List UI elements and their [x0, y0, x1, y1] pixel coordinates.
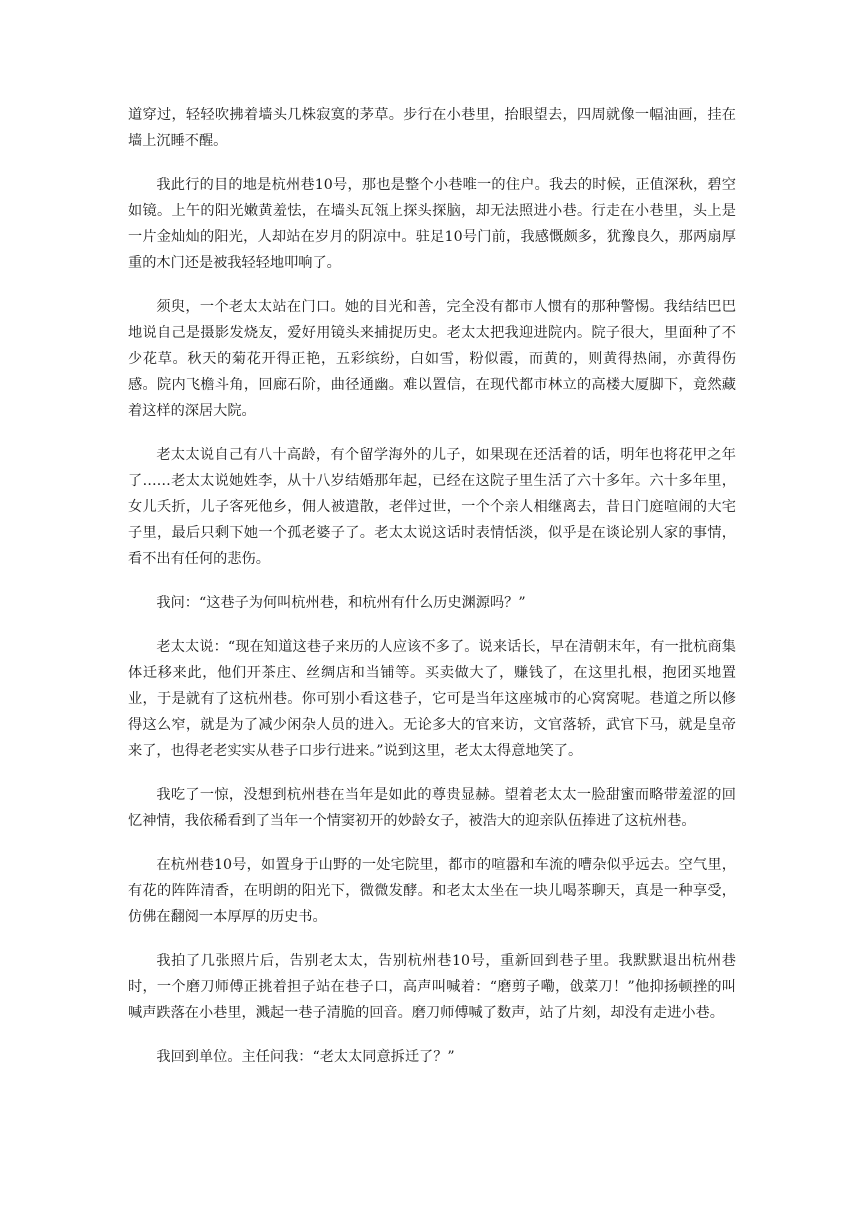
- paragraph-old-lady-history: 老太太说自己有八十高龄，有个留学海外的儿子，如果现在还活着的话，明年也将花甲之年了……老太太说她姓李，从十八岁结婚那年起，已经在这院子里生活了六十多年。六十多年里，女儿夭折，儿子客死他乡，佣人被遣散，老伴过世，一个个亲人相继离去，昔日门庭喧闹的大宅子里，最后只剩下她一个孤老婆子了。老太太说这话时表情恬淡，似乎是在谈论别人家的事情，看不出有任何的悲伤。: [128, 447, 736, 567]
- paragraph-continued: 道穿过，轻轻吹拂着墙头几株寂寞的茅草。步行在小巷里，抬眼望去，四周就像一幅油画，挂在墙上沉睡不醒。: [128, 107, 736, 149]
- paragraph-courtyard: 在杭州巷10号，如置身于山野的一处宅院里，都市的喧嚣和车流的嘈杂似乎远去。空气里，有花的阵阵清香，在明朗的阳光下，微微发酵。和老太太坐在一块儿喝茶聊天，真是一种享受，仿佛在翻阅一本厚厚的历史书。: [128, 857, 736, 925]
- paragraph-ending: 我回到单位。主任问我：“老太太同意拆迁了？”: [156, 1049, 455, 1065]
- article-body: [128, 102, 736, 1088]
- paragraph-destination: 我此行的目的地是杭州巷10号，那也是整个小巷唯一的住户。我去的时候，正值深秋，碧空如镜。上午的阳光嫩黄羞怯，在墙头瓦瓴上探头探脑，却无法照进小巷。行走在小巷里，头上是一片金灿灿的阳光，人却站在岁月的阴凉中。驻足10号门前，我感慨颇多，犹豫良久，那两扇厚重的木门还是被我轻轻地叩响了。: [128, 177, 736, 271]
- paragraph-farewell: 我拍了几张照片后，告别老太太，告别杭州巷10号，重新回到巷子里。我默默退出杭州巷时，一个磨刀师傅正挑着担子站在巷子口，高声叫喊着：“磨剪子嘞，戗菜刀！”他抑扬顿挫的叫喊声跌落在小巷里，溅起一巷子清脆的回音。磨刀师傅喊了数声，站了片刻，却没有走进小巷。: [128, 953, 736, 1021]
- paragraph-question: 我问：“这巷子为何叫杭州巷，和杭州有什么历史渊源吗？”: [156, 595, 526, 611]
- paragraph-lane-origin: 老太太说：“现在知道这巷子来历的人应该不多了。说来话长，早在清朝末年，有一批杭商集体迁移来此，他们开茶庄、丝绸店和当铺等。买卖做大了，赚钱了，在这里扎根，抱团买地置业，于是就有了这杭州巷。你可别小看这巷子，它可是当年这座城市的心窝窝呢。巷道之所以修得这么窄，就是为了减少闲杂人员的进入。无论多大的官来访，文官落轿，武官下马，就是皇帝来了，也得老老实实从巷子口步行进来。”说到这里，老太太得意地笑了。: [128, 639, 736, 759]
- paragraph-surprise: 我吃了一惊，没想到杭州巷在当年是如此的尊贵显赫。望着老太太一脸甜蜜而略带羞涩的回忆神情，我依稀看到了当年一个情窦初开的妙龄女子，被浩大的迎亲队伍捧进了这杭州巷。: [128, 787, 736, 829]
- paragraph-old-lady-at-door: 须臾，一个老太太站在门口。她的目光和善，完全没有都市人惯有的那种警惕。我结结巴巴地说自己是摄影发烧友，爱好用镜头来捕捉历史。老太太把我迎进院内。院子很大，里面种了不少花草。秋天的菊花开得正艳，五彩缤纷，白如雪，粉似霞，而黄的，则黄得热闹，亦黄得伤感。院内飞檐斗角，回廊石阶，曲径通幽。难以置信，在现代都市林立的高楼大厦脚下，竟然藏着这样的深居大院。: [128, 299, 736, 419]
